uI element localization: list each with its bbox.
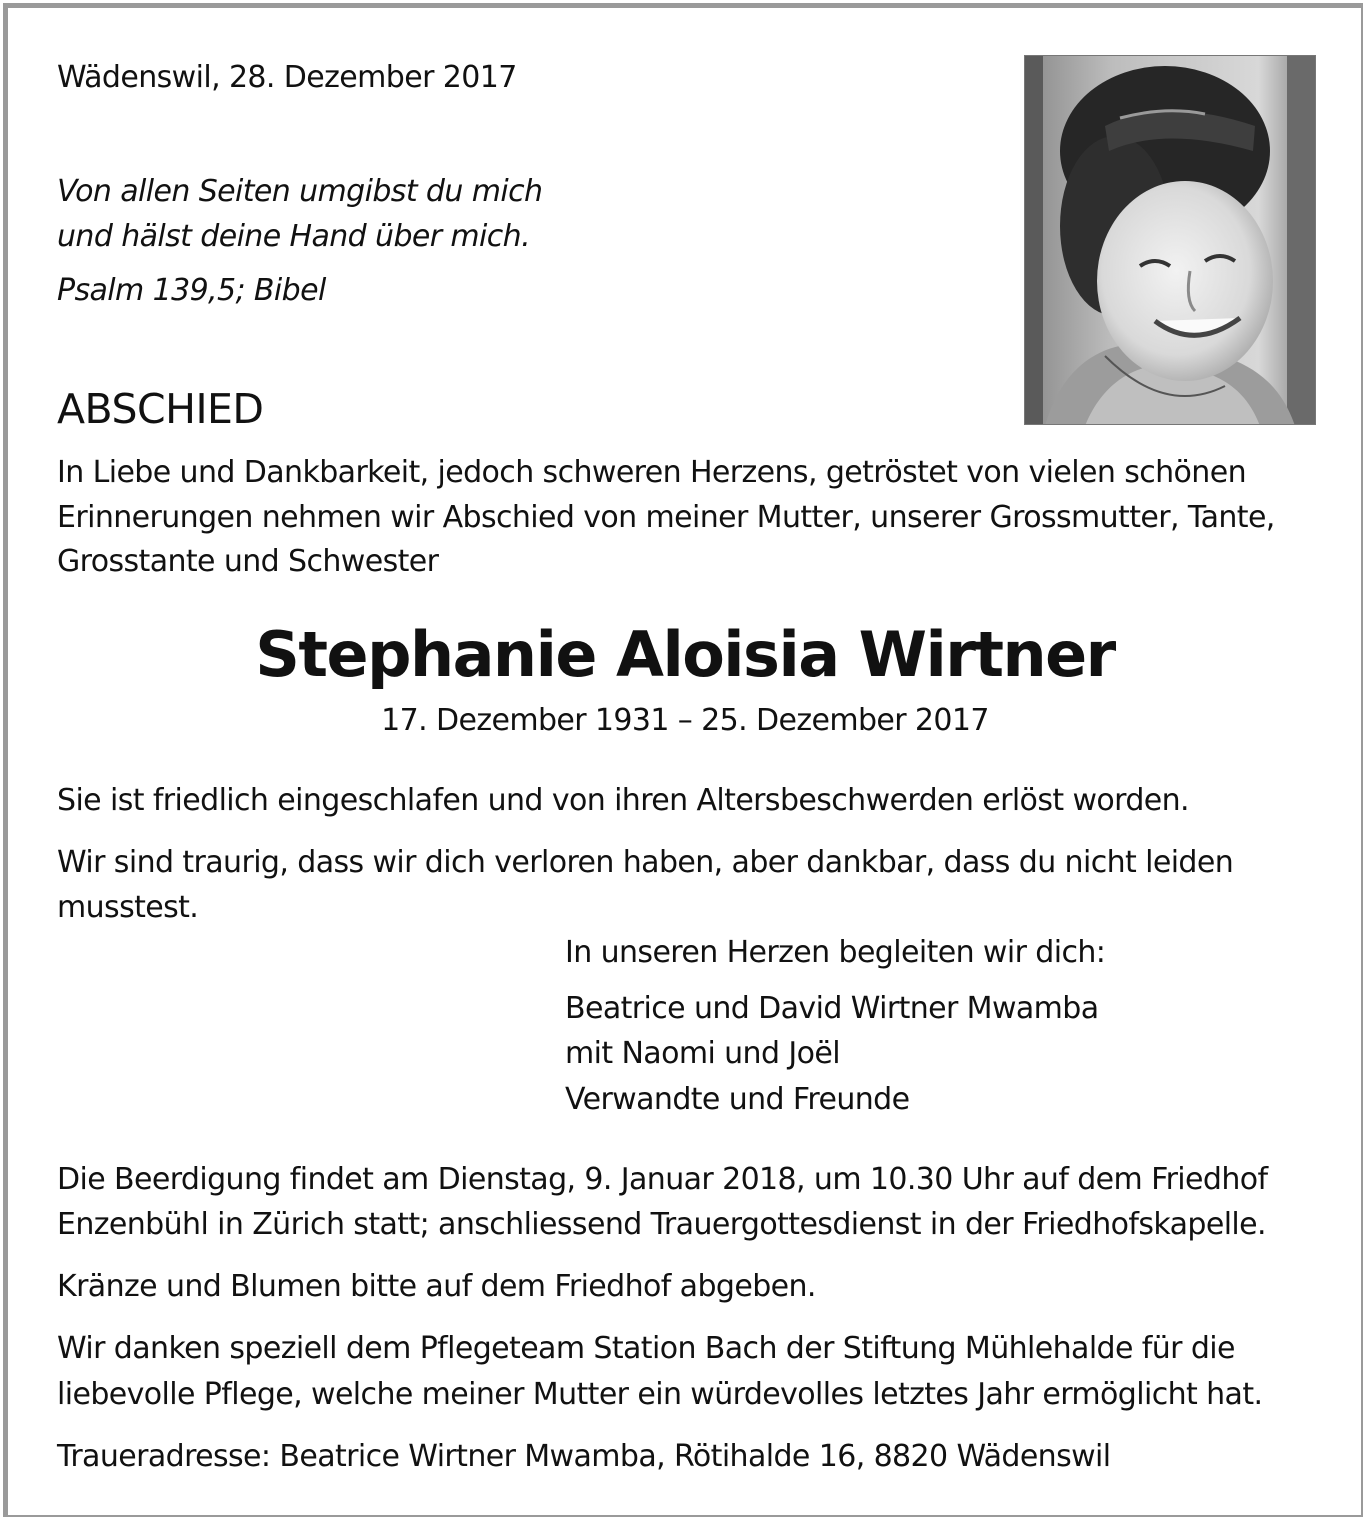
intro-line-1: In Liebe und Dankbarkeit, jedoch schweren Herzens, getröstet von vielen schönen [57,455,1246,490]
portrait-image [1025,56,1316,425]
mourners-intro: In unseren Herzen begleiten wir dich: [565,935,1106,970]
portrait-photo [1024,55,1316,425]
thanks-line-2: liebevolle Pflege, welche meiner Mutter ein würdevolles letztes Jahr ermöglicht hat. [57,1377,1263,1412]
mourners-line-3: Verwandte und Freunde [565,1082,910,1117]
life-dates: 17. Dezember 1931 – 25. Dezember 2017 [381,703,989,738]
mourners-line-1: Beatrice und David Wirtner Mwamba [565,991,1099,1026]
thanks-line-1: Wir danken speziell dem Pflegeteam Station Bach der Stiftung Mühlehalde für die [57,1331,1235,1366]
intro-line-3: Grosstante und Schwester [57,544,439,579]
intro-line-2: Erinnerungen nehmen wir Abschied von meiner Mutter, unserer Grossmutter, Tante, [57,500,1275,535]
funeral-line-1: Die Beerdigung findet am Dienstag, 9. Januar 2018, um 10.30 Uhr auf dem Friedhof [57,1162,1268,1197]
body-paragraph-2-line-2: musstest. [57,890,199,925]
body-paragraph-2-line-1: Wir sind traurig, dass wir dich verloren haben, aber dankbar, dass du nicht leiden [57,845,1234,880]
mourning-address: Traueradresse: Beatrice Wirtner Mwamba, Rötihalde 16, 8820 Wädenswil [57,1439,1111,1474]
section-heading: ABSCHIED [57,385,264,433]
funeral-line-2: Enzenbühl in Zürich statt; anschliessend Trauergottesdienst in der Friedhofskapelle. [57,1207,1266,1242]
verse-source: Psalm 139,5; Bibel [57,273,326,308]
mourners-line-2: mit Naomi und Joël [565,1036,840,1071]
place-date: Wädenswil, 28. Dezember 2017 [57,60,517,95]
flowers-note: Kränze und Blumen bitte auf dem Friedhof abgeben. [57,1269,816,1304]
deceased-name: Stephanie Aloisia Wirtner [255,618,1115,691]
body-paragraph-1: Sie ist friedlich eingeschlafen und von ihren Altersbeschwerden erlöst worden. [57,783,1189,818]
verse-line-1: Von allen Seiten umgibst du mich [57,174,543,209]
verse-line-2: und hälst deine Hand über mich. [57,219,531,254]
